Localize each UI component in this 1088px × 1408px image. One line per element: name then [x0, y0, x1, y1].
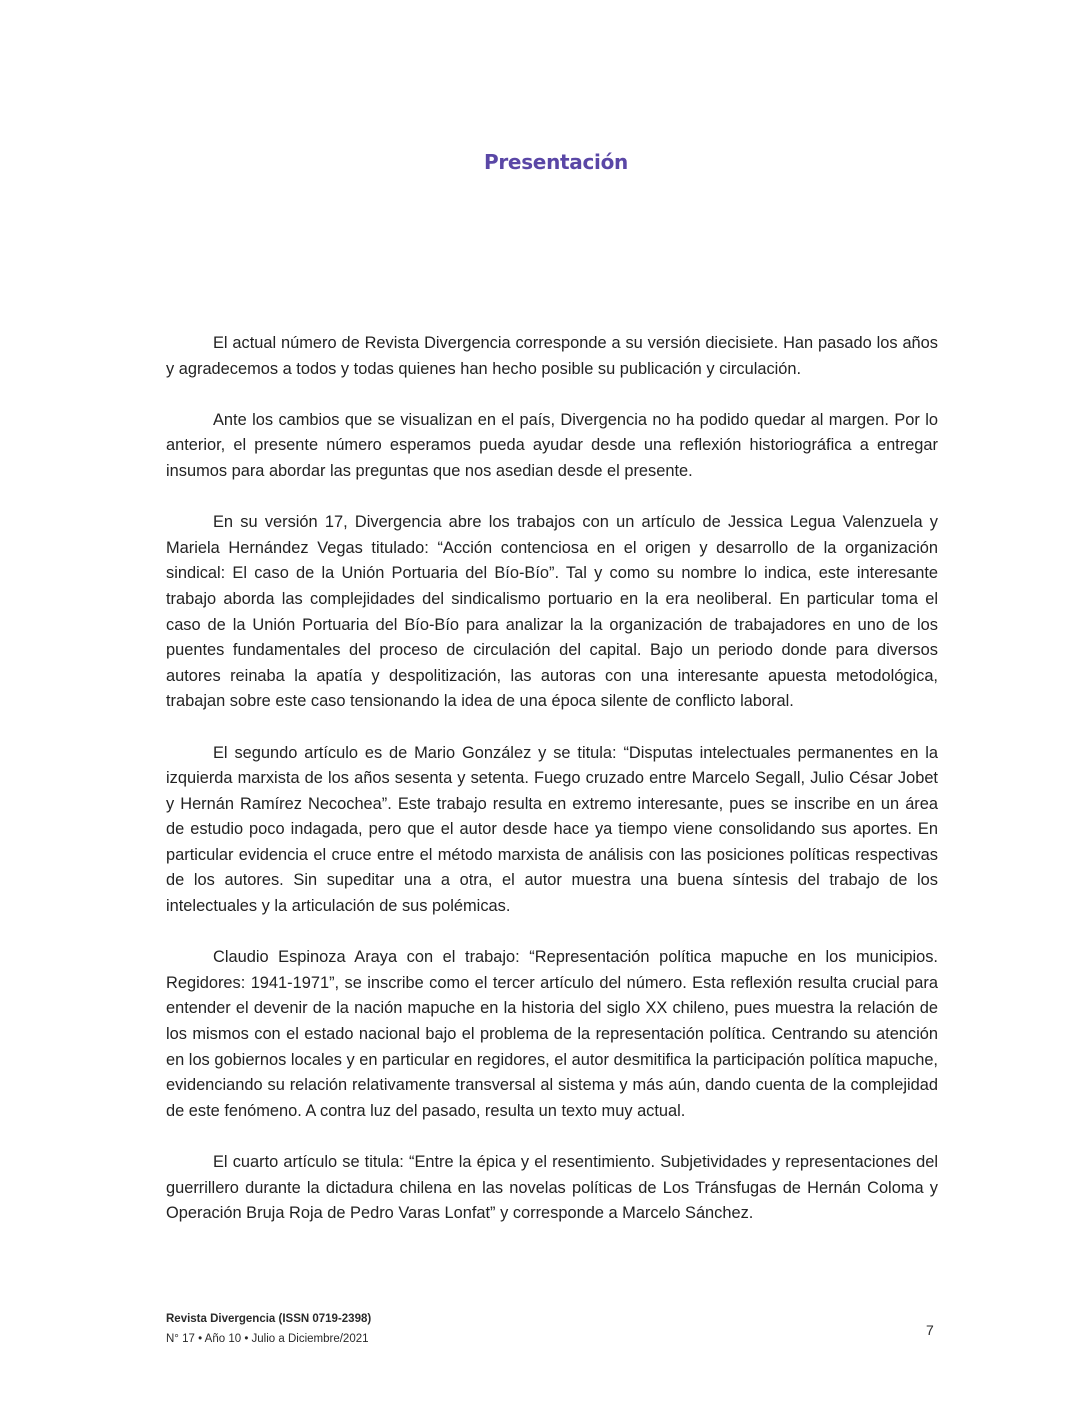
- paragraph-intro: El actual número de Revista Divergencia corresponde a su versión diecisiete. Han pasado los años y agradecemos a todos y todas quienes han hecho posible su publicación y circulación.: [166, 334, 938, 378]
- paragraph-third-article: Claudio Espinoza Araya con el trabajo: “Representación política mapuche en los municipios. Regidores: 1941-1971”, se inscribe como el tercer artículo del número. Esta reflexión resulta crucial para entender el devenir de la nación mapuche en la historia del siglo XX chileno, pues muestra la relación de los mismos con el estado nacional bajo el problema de la representación política. Centrando su atención en los gobiernos locales y en particular en regidores, el autor desmitifica la participación política mapuche, evidenciando su relación relativamente transversal al sistema y más aún, dando cuenta de la complejidad de este fenómeno. A contra luz del pasado, resulta un texto muy actual.: [166, 948, 938, 1120]
- footer-issue-info: N° 17 • Año 10 • Julio a Diciembre/2021: [166, 1333, 369, 1345]
- footer-journal-name: Revista Divergencia (ISSN 0719-2398): [166, 1313, 372, 1325]
- paragraph-first-article: En su versión 17, Divergencia abre los trabajos con un artículo de Jessica Legua Valenzuela y Mariela Hernández Vegas titulado: “Acción contenciosa en el origen y desarrollo de la organización sindical: El caso de la Unión Portuaria del Bío-Bío”. Tal y como su nombre lo indica, este interesante trabajo aborda las complejidades del sindicalismo portuario en la era neoliberal. En particular toma el caso de la Unión Portuaria del Bío-Bío para analizar la la organización de trabajadores en uno de los puentes fundamentales del proceso de circulación del capital. Bajo un periodo donde para diversos autores reinaba la apatía y despolitización, las autoras con una interesante apuesta metodológica, trabajan sobre este caso tensionando la idea de una época silente de conflicto laboral.: [166, 513, 938, 711]
- page-number: 7: [926, 1322, 934, 1338]
- page-footer: [166, 1309, 371, 1349]
- paragraph-fourth-article: El cuarto artículo se titula: “Entre la épica y el resentimiento. Subjetividades y representaciones del guerrillero durante la dictadura chilena en las novelas políticas de Los Tránsfugas de Hernán Coloma y Operación Bruja Roja de Pedro Varas Lonfat” y corresponde a Marcelo Sánchez.: [166, 1153, 938, 1223]
- page-title: Presentación: [484, 150, 628, 174]
- body-text: [166, 331, 938, 1252]
- paragraph-context: Ante los cambios que se visualizan en el país, Divergencia no ha podido quedar al margen. Por lo anterior, el presente número esperamos pueda ayudar desde una reflexión historiográfica a entregar insumos para abordar las preguntas que nos asedian desde el presente.: [166, 410, 938, 480]
- paragraph-second-article: El segundo artículo es de Mario González y se titula: “Disputas intelectuales permanentes en la izquierda marxista de los años sesenta y setenta. Fuego cruzado entre Marcelo Segall, Julio César Jobet y Hernán Ramírez Necochea”. Este trabajo resulta en extremo interesante, pues se inscribe en un área de estudio poco indagada, pero que el autor desde hace ya tiempo viene consolidando sus aportes. En particular evidencia el cruce entre el método marxista de análisis con las posiciones políticas respectivas de los autores. Sin supeditar una a otra, el autor muestra una buena síntesis del trabajo de los intelectuales y la articulación de sus polémicas.: [166, 743, 938, 916]
